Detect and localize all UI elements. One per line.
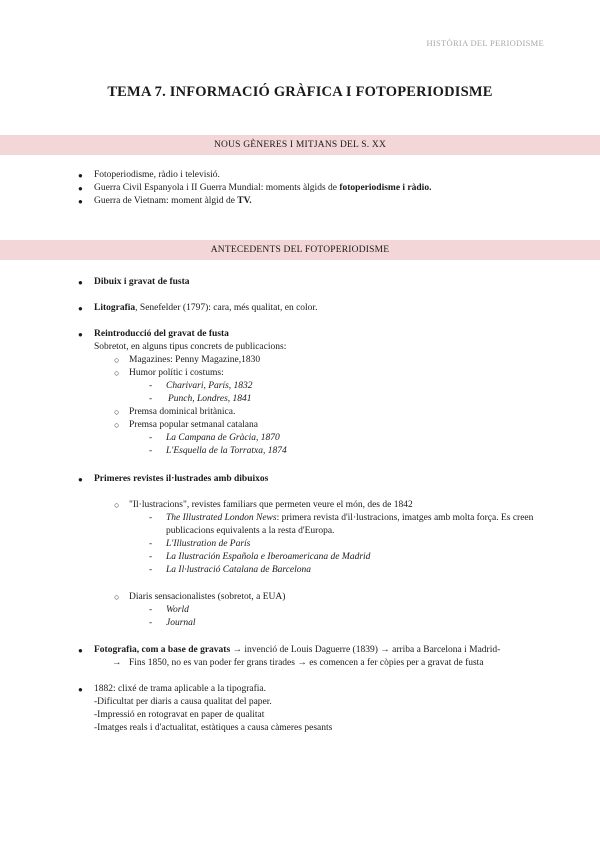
list-item-text: La Ilustración Española e Iberoamericana de Madrid (166, 552, 371, 562)
list-item-text (94, 644, 500, 657)
list-item-text-plain: → invenció de Louis Daguerre (1839) → arriba a Barcelona i Madrid- (230, 645, 501, 655)
dash-bullet-icon: - (149, 618, 153, 628)
list-item-level2 (0, 406, 600, 419)
list-item-level2 (0, 591, 600, 604)
bullet-icon: ● (78, 475, 83, 484)
section-heading-antecedents: ANTECEDENTS DEL FOTOPERIODISME (0, 240, 600, 260)
running-header: HISTÒRIA DEL PERIODISME (426, 38, 544, 48)
list-item-text (94, 302, 317, 315)
section-heading-nous-generes: NOUS GÈNERES I MITJANS DEL S. XX (0, 135, 600, 155)
list-item-sub (0, 696, 600, 709)
list-item-text: World (166, 605, 189, 615)
list-item-text (94, 195, 252, 208)
list-item-level3 (0, 617, 600, 630)
list-item-level3 (0, 393, 600, 406)
list-item (0, 276, 600, 289)
list-item-text (166, 512, 533, 525)
list-item-text: Premsa dominical britànica. (129, 407, 236, 417)
list-item-level3 (0, 445, 600, 458)
dash-bullet-icon: - (149, 433, 153, 443)
list-item-text: L'Illustration de París (166, 539, 251, 549)
dash-bullet-icon: - (149, 446, 153, 456)
item-diaris-sensacionalistes (0, 591, 600, 630)
list-item-text: -Imatges reals i d'actualitat, estàtiques a causa càmeres pesants (94, 723, 333, 733)
bullet-icon: ● (78, 197, 83, 206)
list-item-text: Fins 1850, no es van poder fer grans tirades → es comencen a fer còpies per a gravat de fusta (129, 658, 484, 668)
list-item-text: Premsa popular setmanal catalana (129, 420, 258, 430)
circle-bullet-icon: ○ (114, 355, 120, 365)
list-item-text-bold: fotoperiodisme i ràdio. (339, 183, 432, 193)
list-item-level3 (0, 512, 600, 525)
list-item-text: -Impressió en rotogravat en paper de qualitat (94, 710, 265, 720)
list-item-text-plain: Guerra Civil Espanyola i II Guerra Mundial: moments àlgids de (94, 183, 340, 193)
arrow-right-icon: → (112, 658, 122, 668)
list-item-level2 (0, 367, 600, 380)
bullet-icon: ● (78, 330, 83, 339)
list-item-title: Reintroducció del gravat de fusta (94, 329, 229, 339)
list-item-level3 (0, 432, 600, 445)
bullet-icon: ● (78, 685, 83, 694)
list-item-sub (0, 722, 600, 735)
item-litografia (0, 302, 600, 315)
list-item-level2 (0, 354, 600, 367)
item-dibuix (0, 276, 600, 289)
list-item-text: Magazines: Penny Magazine,1830 (129, 355, 261, 365)
list-item-text: publicacions equivalents a la resta d'Europa. (166, 526, 335, 536)
list-item-text-bold: Fotografia, com a base de gravats (94, 645, 231, 655)
item-1882 (0, 683, 600, 735)
list-item (0, 473, 600, 486)
list-item-sub (0, 341, 600, 354)
list-item (0, 182, 600, 195)
circle-bullet-icon: ○ (114, 500, 120, 510)
list-item-text-plain: Guerra de Vietnam: moment àlgid de (94, 196, 238, 206)
list-item-text: L'Esquella de la Torratxa, 1874 (166, 446, 287, 456)
item-primeres-revistes (0, 473, 600, 486)
item-il-lustracions (0, 499, 600, 577)
list-item-text-bold: Litografia (94, 303, 136, 313)
list-item (0, 644, 600, 657)
item-fotografia (0, 644, 600, 670)
list-item (0, 683, 600, 696)
dash-bullet-icon: - (149, 394, 153, 404)
dash-bullet-icon: - (149, 552, 153, 562)
list-item-text: Humor polític i costums: (129, 368, 224, 378)
dash-bullet-icon: - (149, 539, 153, 549)
list-item-text: La Il·lustració Catalana de Barcelona (166, 565, 312, 575)
list-item-level3 (0, 564, 600, 577)
item-reintroduccio (0, 328, 600, 458)
list-item (0, 302, 600, 315)
list-item-text: Charivari, París, 1832 (166, 381, 253, 391)
bullet-icon: ● (78, 278, 83, 287)
list-item-level2 (0, 419, 600, 432)
list-item (0, 328, 600, 341)
list-item-text: Diaris sensacionalistes (sobretot, a EUA) (129, 592, 286, 602)
list-item-level3 (0, 538, 600, 551)
list-item-level3-cont (0, 525, 600, 538)
list-item-text: "Il·lustracions", revistes familiars que permeten veure el món, des de 1842 (129, 500, 413, 510)
list-item-level3 (0, 604, 600, 617)
bullet-icon: ● (78, 184, 83, 193)
list-item-level3 (0, 551, 600, 564)
circle-bullet-icon: ○ (114, 407, 120, 417)
list-item-level3 (0, 380, 600, 393)
dash-bullet-icon: - (149, 513, 153, 523)
circle-bullet-icon: ○ (114, 592, 120, 602)
list-item-text (94, 182, 431, 195)
circle-bullet-icon: ○ (114, 368, 120, 378)
list-item (0, 195, 600, 208)
list-item (0, 169, 600, 182)
list-item-sub (0, 709, 600, 722)
list-item-level2 (0, 499, 600, 512)
list-item-text: La Campana de Gràcia, 1870 (166, 433, 280, 443)
dash-bullet-icon: - (149, 565, 153, 575)
list-item-text-italic: The Illustrated London News (166, 513, 277, 523)
list-item-text-plain: : primera revista d'il·lustracions, imatges amb molta força. Es creen (276, 513, 534, 523)
dash-bullet-icon: - (149, 381, 153, 391)
bullet-icon: ● (78, 304, 83, 313)
list-item-title: Dibuix i gravat de fusta (94, 277, 190, 287)
circle-bullet-icon: ○ (114, 420, 120, 430)
list-item-text: Punch, Londres, 1841 (168, 394, 252, 404)
list-item-text: 1882: clixé de trama aplicable a la tipografia. (94, 684, 266, 694)
list-item-arrow-sub (0, 657, 600, 670)
list-item-text: Sobretot, en alguns tipus concrets de publicacions: (94, 342, 287, 352)
list-item-text: -Dificultat per diaris a causa qualitat del paper. (94, 697, 272, 707)
page-title: TEMA 7. INFORMACIÓ GRÀFICA I FOTOPERIODISME (107, 84, 493, 100)
list-item-text: Fotoperiodisme, ràdio i televisió. (94, 170, 220, 180)
list-item-text-bold: TV. (237, 196, 252, 206)
list-item-text: Journal (166, 618, 196, 628)
bullet-icon: ● (78, 646, 83, 655)
list-item-text-plain: , Senefelder (1797): cara, més qualitat, en color. (135, 303, 318, 313)
bullet-icon: ● (78, 171, 83, 180)
list-item-title: Primeres revistes il·lustrades amb dibuixos (94, 474, 269, 484)
section1-list (0, 169, 600, 208)
dash-bullet-icon: - (149, 605, 153, 615)
